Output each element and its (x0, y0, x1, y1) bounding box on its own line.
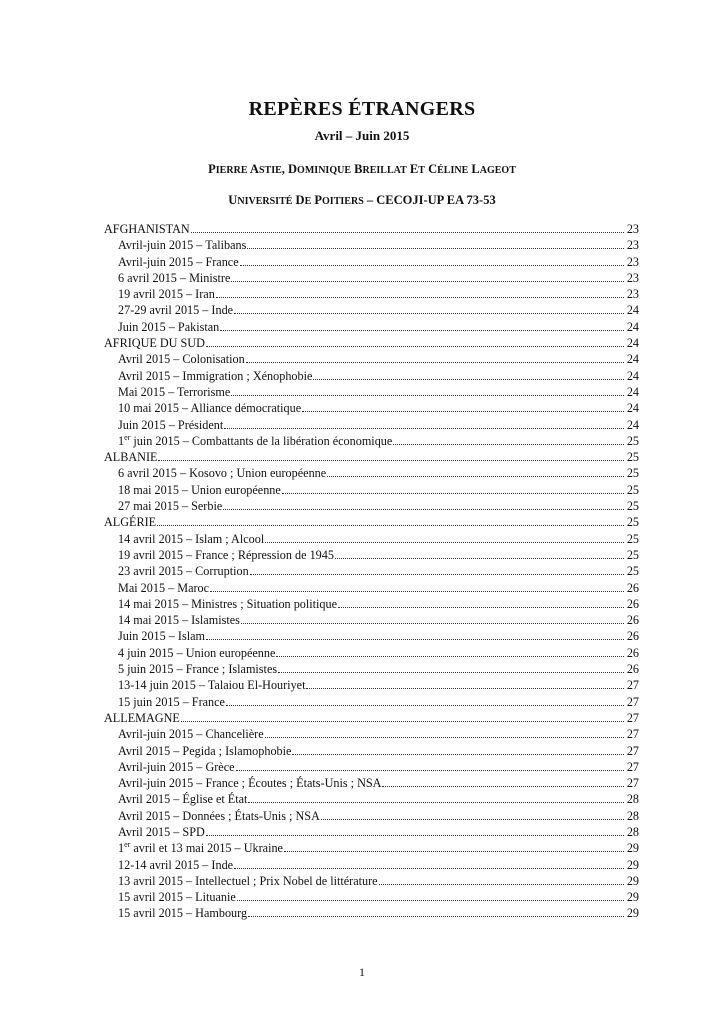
toc-subentry (104, 384, 639, 400)
dot-leader (250, 563, 624, 575)
toc-page-number: 24 (626, 336, 639, 351)
toc-page-number: 29 (626, 873, 639, 888)
dot-leader (248, 905, 624, 917)
dot-leader (247, 237, 624, 249)
toc-subentry (104, 808, 639, 824)
toc-subentry (104, 302, 639, 318)
toc-subentry (104, 498, 639, 514)
toc-page-number: 28 (626, 792, 639, 807)
dot-leader (313, 368, 624, 380)
toc-subentry (104, 743, 639, 759)
dot-leader (240, 254, 624, 266)
toc-entry-label: 1er juin 2015 – Combattants de la libération économique (118, 432, 393, 448)
toc-page-number: 26 (626, 580, 639, 595)
toc-page-number: 26 (626, 629, 639, 644)
toc-page-number: 24 (626, 401, 639, 416)
dot-leader (321, 808, 624, 820)
dot-leader (234, 302, 624, 314)
toc-page-number: 23 (626, 254, 639, 269)
toc-subentry (104, 400, 639, 416)
toc-entry-label: 15 avril 2015 – Lituanie (118, 890, 236, 905)
toc-page-number: 25 (626, 433, 639, 448)
toc-entry-label: 14 mai 2015 – Islamistes (118, 613, 240, 628)
toc-page-number: 27 (626, 678, 639, 693)
toc-entry-label: 15 avril 2015 – Hambourg (118, 906, 248, 921)
toc-section (104, 221, 639, 237)
dot-leader (206, 628, 624, 640)
toc-page-number: 27 (626, 710, 639, 725)
toc-entry-label: 6 avril 2015 – Kosovo ; Union européenne (118, 466, 327, 481)
dot-leader (191, 221, 624, 233)
toc-page-number: 24 (626, 303, 639, 318)
toc-page-number: 26 (626, 662, 639, 677)
toc-page-number: 27 (626, 743, 639, 758)
toc-entry-label: ALLEMAGNE (104, 710, 180, 725)
document-title: REPÈRES ÉTRANGERS (248, 98, 476, 120)
toc-entry-label: Juin 2015 – Islam (118, 629, 206, 644)
toc-entry-label: Juin 2015 – Président (118, 417, 224, 432)
toc-page-number: 25 (626, 466, 639, 481)
dot-leader (282, 482, 624, 494)
toc-entry-label: ALGÉRIE (104, 515, 157, 530)
dot-leader (284, 840, 624, 852)
toc-page-number: 25 (626, 499, 639, 514)
toc-entry-label: 12-14 avril 2015 – Inde (118, 857, 234, 872)
toc-subentry (104, 857, 639, 873)
toc-entry-label: Avril-juin 2015 – Grèce (118, 759, 235, 774)
toc-entry-label: Avril 2015 – Immigration ; Xénophobie (118, 368, 313, 383)
dot-leader (236, 759, 624, 771)
toc-entry-label: 27-29 avril 2015 – Inde (118, 303, 234, 318)
toc-page-number: 25 (626, 450, 639, 465)
dot-leader (278, 661, 624, 673)
toc-section (104, 514, 639, 530)
toc-entry-label: Mai 2015 – Terrorisme (118, 384, 231, 399)
toc-entry-label: Avril-juin 2015 – Talibans (118, 238, 247, 253)
toc-subentry (104, 612, 639, 628)
dot-leader (181, 710, 624, 722)
toc-entry-label: 10 mai 2015 – Alliance démocratique (118, 401, 302, 416)
toc-page-number: 28 (626, 824, 639, 839)
toc-subentry (104, 254, 639, 270)
toc-section (104, 449, 639, 465)
toc-subentry (104, 726, 639, 742)
toc-section (104, 710, 639, 726)
dot-leader (237, 889, 624, 901)
dot-leader (276, 645, 624, 657)
dot-leader (393, 433, 624, 445)
dot-leader (220, 319, 624, 331)
dot-leader (265, 726, 624, 738)
dot-leader (223, 498, 624, 510)
toc-entry-label: 13-14 juin 2015 – Talaiou El-Houriyet (118, 678, 306, 693)
toc-page-number: 25 (626, 531, 639, 546)
toc-entry-label: 19 avril 2015 – Iran (118, 287, 215, 302)
dot-leader (241, 612, 624, 624)
toc-entry-label: AFGHANISTAN (104, 222, 190, 236)
toc-subentry (104, 889, 639, 905)
dot-leader (335, 547, 624, 559)
dot-leader (226, 694, 624, 706)
toc-subentry (104, 677, 639, 693)
toc-entry-label: 23 avril 2015 – Corruption (118, 564, 249, 579)
toc-page-number: 29 (626, 857, 639, 872)
toc-entry-label: Avril 2015 – Église et État (118, 792, 248, 807)
toc-page-number: 26 (626, 596, 639, 611)
toc-entry-label: Avril 2015 – Données ; États-Unis ; NSA (118, 808, 320, 823)
toc-subentry (104, 563, 639, 579)
toc-subentry (104, 531, 639, 547)
toc-entry-label: 1er avril et 13 mai 2015 – Ukraine (118, 840, 283, 856)
toc-subentry (104, 628, 639, 644)
toc-page-number: 27 (626, 727, 639, 742)
table-of-contents (104, 221, 639, 922)
toc-entry-label: 4 juin 2015 – Union européenne (118, 645, 276, 660)
toc-page-number: 24 (626, 384, 639, 399)
toc-section (104, 335, 639, 351)
toc-page-number: 23 (626, 222, 639, 236)
dot-leader (234, 857, 624, 869)
toc-subentry (104, 791, 639, 807)
dot-leader (265, 531, 624, 543)
toc-entry-label: Avril 2015 – SPD (118, 824, 205, 839)
toc-entry-label: 13 avril 2015 – Intellectuel ; Prix Nobel de littérature (118, 873, 378, 888)
toc-subentry (104, 270, 639, 286)
toc-page-number: 26 (626, 645, 639, 660)
toc-page-number: 26 (626, 613, 639, 628)
toc-page-number: 24 (626, 319, 639, 334)
toc-subentry (104, 547, 639, 563)
toc-entry-label: 6 avril 2015 – Ministre (118, 270, 231, 285)
toc-subentry (104, 873, 639, 889)
toc-page-number: 25 (626, 515, 639, 530)
toc-page-number: 24 (626, 368, 639, 383)
toc-subentry (104, 368, 639, 384)
page-number: 1 (359, 965, 365, 979)
toc-subentry (104, 694, 639, 710)
toc-subentry (104, 433, 639, 449)
dot-leader (158, 449, 624, 461)
dot-leader (206, 824, 624, 836)
toc-entry-label: Avril-juin 2015 – France (118, 254, 239, 269)
dot-leader (231, 384, 624, 396)
toc-subentry (104, 905, 639, 921)
toc-page-number: 29 (626, 890, 639, 905)
dot-leader (306, 677, 624, 689)
toc-subentry (104, 237, 639, 253)
toc-entry-label: Mai 2015 – Maroc (118, 580, 210, 595)
toc-entry-label: Avril 2015 – Pegida ; Islamophobie (118, 743, 292, 758)
toc-entry-label: 14 mai 2015 – Ministres ; Situation politique (118, 596, 338, 611)
toc-subentry (104, 840, 639, 856)
dot-leader (206, 335, 624, 347)
toc-subentry (104, 824, 639, 840)
toc-subentry (104, 661, 639, 677)
dot-leader (224, 417, 624, 429)
toc-page-number: 25 (626, 482, 639, 497)
dot-leader (210, 580, 624, 592)
toc-page-number: 23 (626, 270, 639, 285)
dot-leader (302, 400, 624, 412)
affiliation-line: UNIVERSITÉ DE POITIERS – CECOJI-UP EA 73-53 (228, 193, 496, 207)
toc-page-number: 28 (626, 808, 639, 823)
toc-page-number: 25 (626, 564, 639, 579)
toc-subentry (104, 759, 639, 775)
toc-entry-label: 5 juin 2015 – France ; Islamistes (118, 662, 278, 677)
dot-leader (382, 775, 624, 787)
dot-leader (246, 351, 624, 363)
toc-entry-label: 27 mai 2015 – Serbie (118, 499, 223, 514)
toc-subentry (104, 465, 639, 481)
toc-subentry (104, 482, 639, 498)
dot-leader (292, 743, 624, 755)
toc-page-number: 27 (626, 759, 639, 774)
toc-page-number: 25 (626, 547, 639, 562)
toc-page-number: 24 (626, 352, 639, 367)
toc-subentry (104, 580, 639, 596)
toc-page-number: 24 (626, 417, 639, 432)
toc-subentry (104, 351, 639, 367)
dot-leader (379, 873, 624, 885)
toc-entry-label: Juin 2015 – Pakistan (118, 319, 220, 334)
toc-entry-label: ALBANIE (104, 450, 158, 465)
toc-subentry (104, 596, 639, 612)
dot-leader (327, 465, 624, 477)
toc-entry-label: 19 avril 2015 – France ; Répression de 1945 (118, 547, 334, 562)
toc-page-number: 27 (626, 694, 639, 709)
toc-entry-label: 18 mai 2015 – Union européenne (118, 482, 281, 497)
authors-line: PIERRE ASTIE, DOMINIQUE BREILLAT ET CÉLINE LAGEOT (208, 162, 516, 176)
toc-entry-label: Avril-juin 2015 – France ; Écoutes ; États-Unis ; NSA (118, 776, 382, 791)
toc-subentry (104, 286, 639, 302)
toc-entry-label: Avril 2015 – Colonisation (118, 352, 245, 367)
toc-page-number: 23 (626, 287, 639, 302)
toc-page-number: 27 (626, 776, 639, 791)
toc-subentry (104, 775, 639, 791)
toc-entry-label: Avril-juin 2015 – Chancelière (118, 727, 264, 742)
dot-leader (248, 791, 624, 803)
toc-page-number: 29 (626, 906, 639, 921)
toc-entry-label: 15 juin 2015 – France (118, 694, 225, 709)
dot-leader (338, 596, 624, 608)
document-subtitle: Avril – Juin 2015 (314, 128, 410, 143)
dot-leader (157, 514, 624, 526)
toc-entry-label: AFRIQUE DU SUD (104, 336, 205, 351)
toc-page-number: 23 (626, 238, 639, 253)
toc-entry-label: 14 avril 2015 – Islam ; Alcool (118, 531, 265, 546)
toc-subentry (104, 645, 639, 661)
toc-subentry (104, 319, 639, 335)
dot-leader (231, 270, 624, 282)
dot-leader (216, 286, 624, 298)
toc-subentry (104, 417, 639, 433)
toc-page-number: 29 (626, 841, 639, 856)
